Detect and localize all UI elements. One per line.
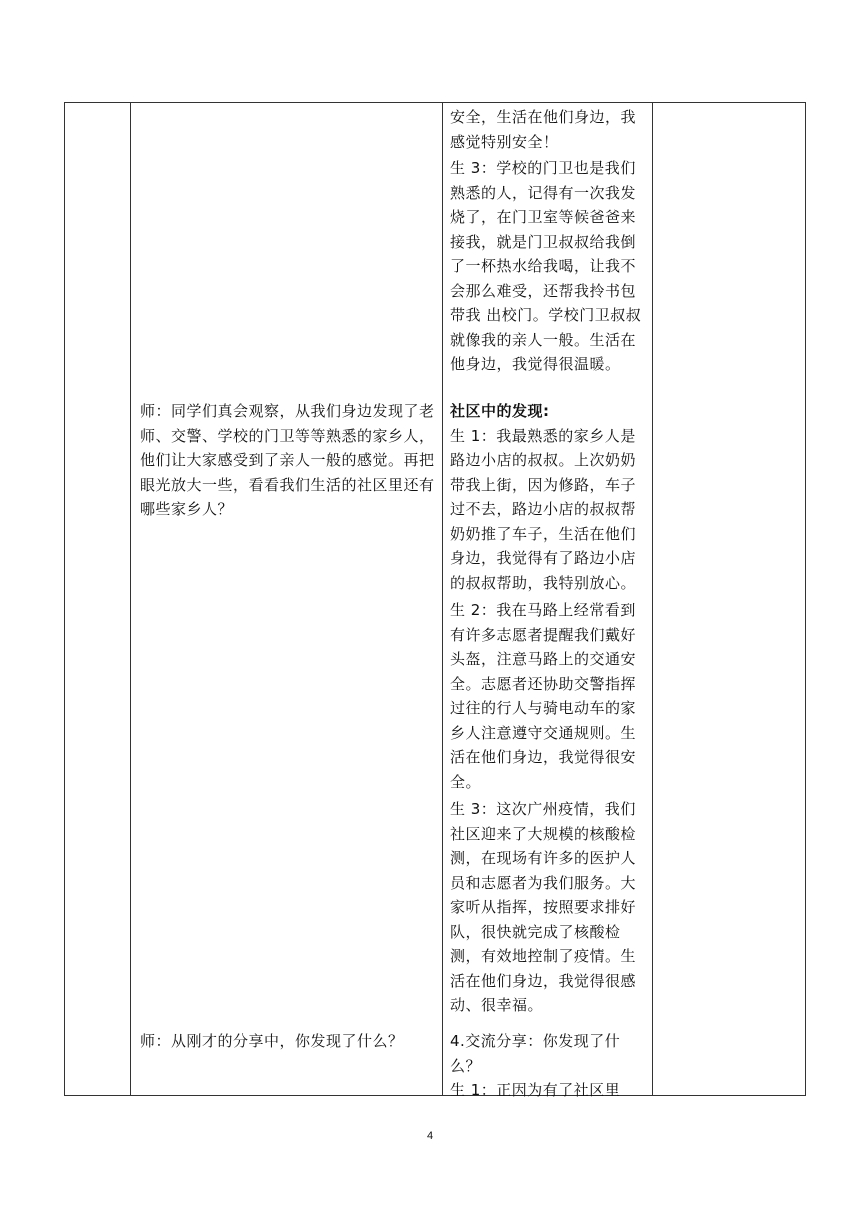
student-3-answer: 生 3：这次广州疫情，我们社区迎来了大规模的核酸检测，在现场有许多的医护人员和志愿者为我们服务。大家听从指挥，按照要求排好队，很快就完成了核酸检测，有效地控制了疫情。生活在他们身边，我觉得很感动、很幸福。 — [450, 800, 637, 1014]
lesson-table — [64, 102, 806, 1099]
column-divider-2 — [442, 103, 443, 1095]
student-column-community — [450, 399, 646, 1018]
column-divider-3 — [652, 103, 653, 1095]
student-answer-continued: 安全，生活在他们身边，我感觉特别安全！ — [450, 108, 637, 151]
student-1-answer: 生 1：我最熟悉的家乡人是路边小店的叔叔。上次奶奶带我上街，因为修路，车子过不去，路边小店的叔叔帮奶奶推了车子，生活在他们身边，我觉得有了路边小店的叔叔帮助，我特别放心。 — [450, 426, 637, 592]
student-2-answer: 生 2：我在马路上经常看到有许多志愿者提醒我们戴好头盔，注意马路上的交通安全。志愿者还协助交警指挥过往的行人与骑电动车的家乡人注意遵守交通规则。生活在他们身边，我觉得很安全。 — [450, 601, 637, 791]
teacher-prompt-discovery: 师：从刚才的分享中，你发现了什么？ — [140, 1032, 404, 1050]
column-divider-1 — [130, 103, 131, 1095]
teacher-column-para2 — [140, 1029, 438, 1054]
share-question: 4.交流分享：你发现了什么？ — [450, 1032, 621, 1075]
student-1-partial: 生 1：正因为有了社区里 — [450, 1081, 621, 1099]
page-number: 4 — [426, 1130, 434, 1142]
teacher-prompt-community: 师：同学们真会观察，从我们身边发现了老师、交警、学校的门卫等等熟悉的家乡人，他们让大家感受到了亲人一般的感觉。再把眼光放大一些，看看我们生活的社区里还有哪些家乡人？ — [140, 402, 435, 518]
student-column-share — [450, 1029, 646, 1103]
teacher-column-para1 — [140, 399, 438, 522]
student-column-top — [450, 105, 646, 377]
student-3-school-gatekeeper: 生 3：学校的门卫也是我们熟悉的人，记得有一次我发烧了，在门卫室等候爸爸来接我，就是门卫叔叔给我倒了一杯热水给我喝，让我不会那么难受，还帮我拎书包带我 出校门。学校门卫叔叔就像我的亲人一般。生活在他身边，我觉得很温暖。 — [450, 159, 642, 373]
community-findings-heading: 社区中的发现: — [450, 402, 550, 420]
